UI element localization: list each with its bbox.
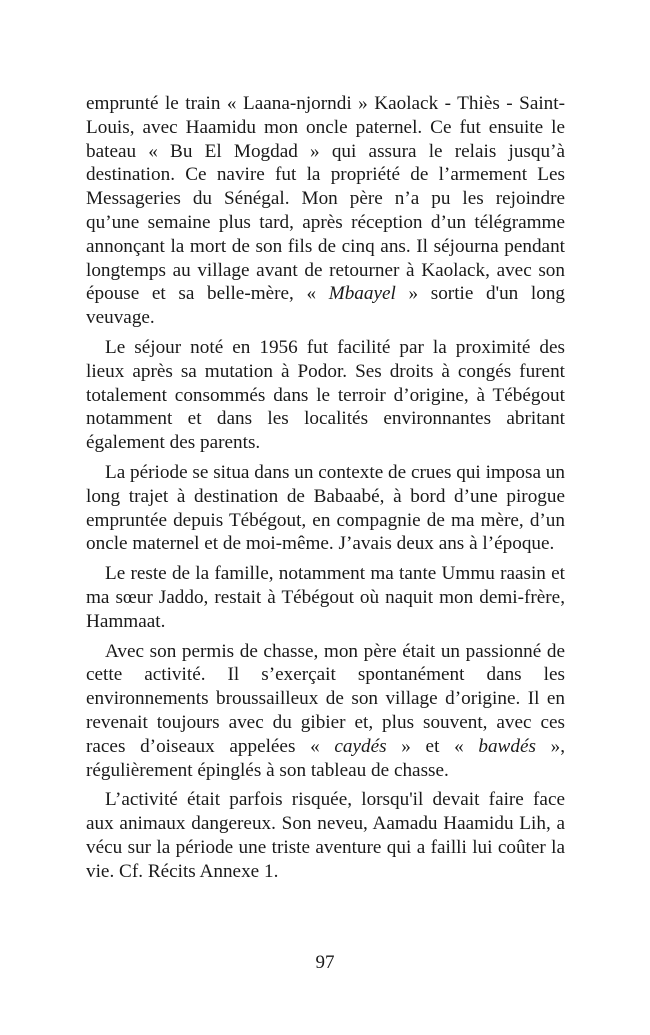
paragraph-6 (86, 788, 565, 883)
text-run: emprunté le train « Laana-njorndi » Kaolack - Thiès - Saint-Louis, avec Haamidu mon oncle paternel. Ce fut ensuite le bateau « Bu El Mogdad » qui assura le relais jusqu’à destination. Ce navire fut la propriété de l’armement Les Messageries du Sénégal. Mon père n’a pu les rejoindre qu’une semaine plus tard, après réception d’un télégramme annonçant la mort de son fils de cinq ans. Il séjourna pendant longtemps au village avant de retourner à Kaolack, avec son épouse et sa belle-mère, « (86, 93, 565, 305)
text-run: » sortie d'un long veuvage. (86, 283, 566, 329)
text-run: La période se situa dans un contexte de crues qui imposa un long trajet à destination de Babaabé, à bord d’une pirogue empruntée depuis Tébégout, en compagnie de ma mère, d’un oncle maternel et de moi-même. J’avais deux ans à l’époque. (86, 461, 565, 555)
text-run: Le reste de la famille, notamment ma tante Ummu raasin et ma sœur Jaddo, restait à Tébégout où naquit mon demi-frère, Hammaat. (86, 563, 565, 632)
paragraph-1 (86, 92, 565, 330)
text-run: L’activité était parfois risquée, lorsqu'il devait faire face aux animaux dangereux. Son neveu, Aamadu Haamidu Lih, a vécu sur la période une triste aventure qui a failli lui coûter la vie. Cf. Récits Annexe 1. (86, 789, 565, 882)
italic-text-run: bawdés (478, 735, 536, 757)
body-text (86, 92, 565, 890)
paragraph-2 (86, 336, 565, 455)
paragraph-5 (86, 640, 565, 783)
text-run: Avec son permis de chasse, mon père était un passionné de cette activité. Il s’exerçait spontanément dans les environnements broussailleux de son village d’origine. Il en revenait toujours avec du gibier et, plus souvent, avec ces races d’oiseaux appelées « (86, 640, 565, 757)
italic-text-run: caydés (334, 735, 387, 757)
italic-text-run: Mbaayel (328, 283, 396, 305)
text-run: », régulièrement épinglés à son tableau de chasse. (86, 735, 565, 781)
text-run: » et « (386, 735, 479, 757)
text-run: Le séjour noté en 1956 fut facilité par la proximité des lieux après sa mutation à Podor. Ses droits à congés furent totalement consommés dans le terroir d’origine, à Tébégout notamment et dans les localités environnantes abritant également des parents. (86, 336, 565, 454)
paragraph-4 (86, 562, 565, 633)
page-number: 97 (315, 952, 335, 973)
paragraph-3 (86, 461, 565, 556)
